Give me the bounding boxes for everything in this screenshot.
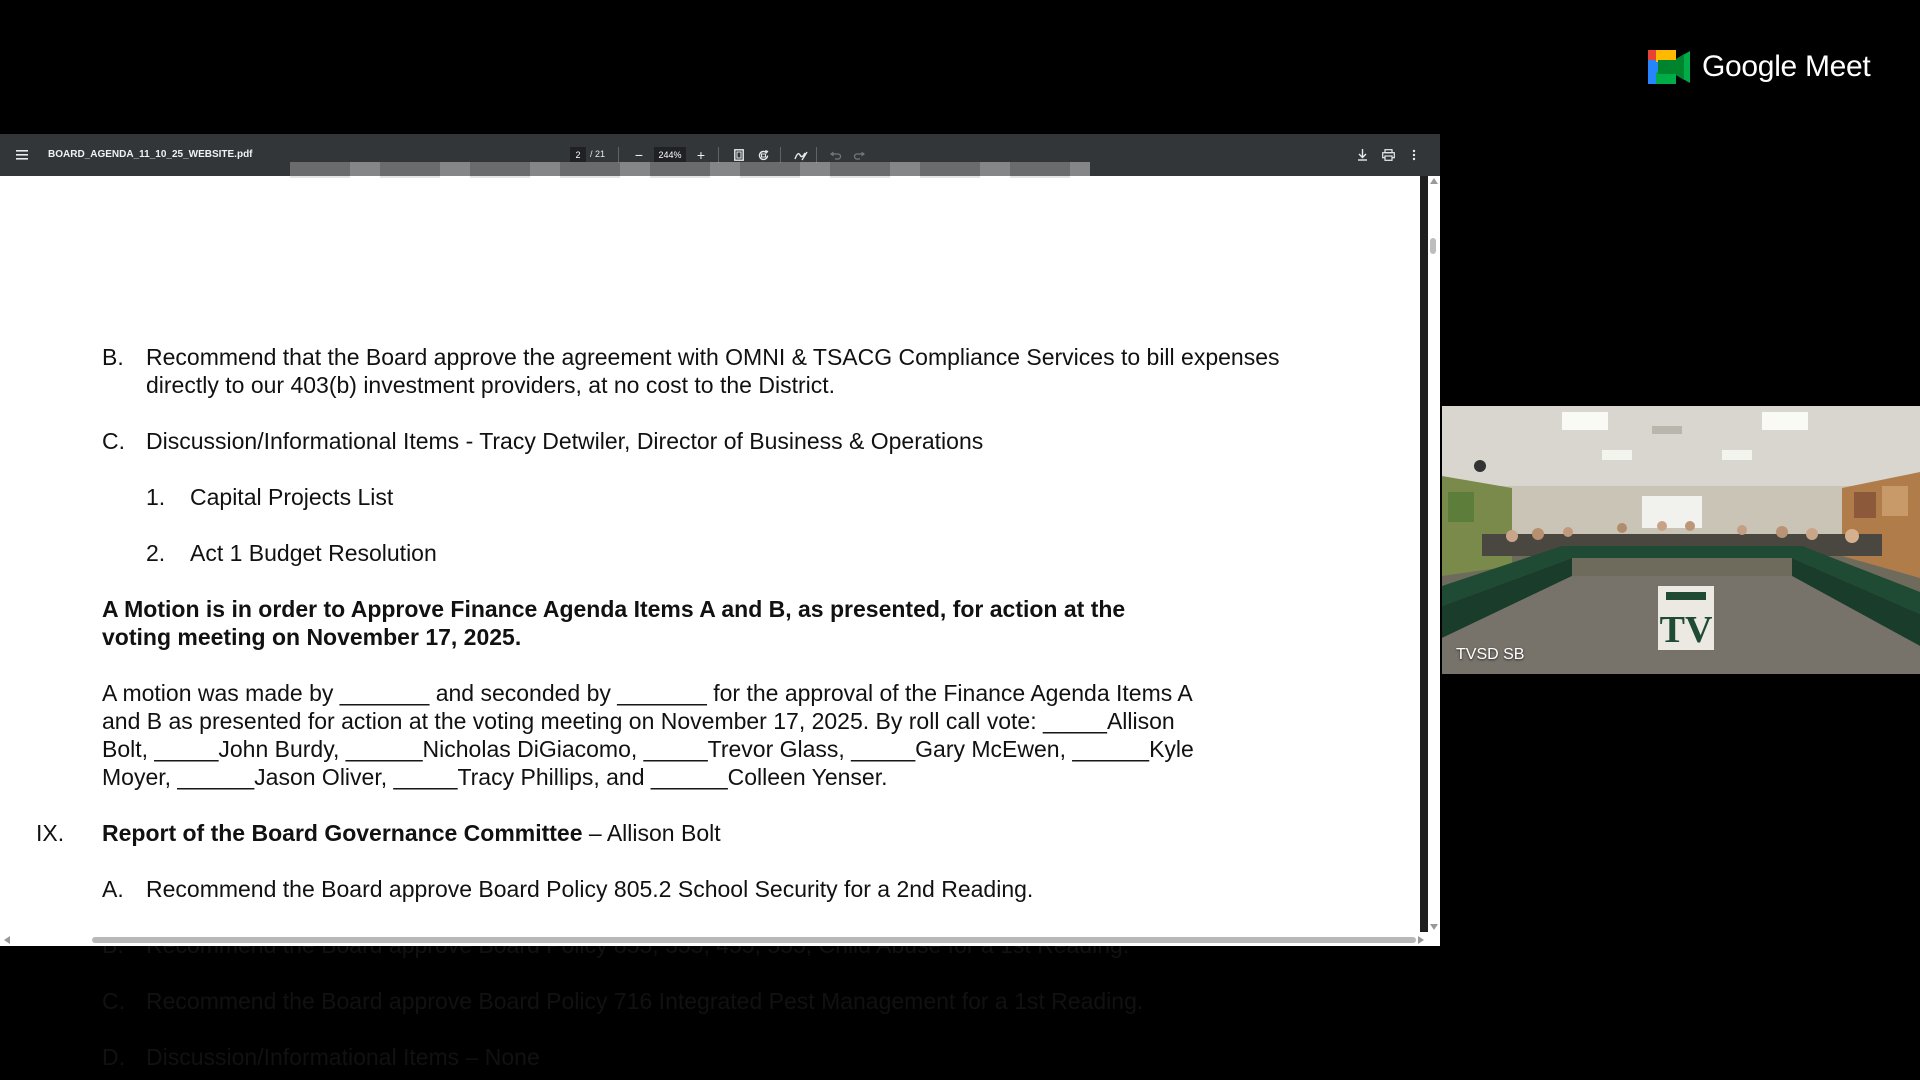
section-ix-heading xyxy=(102,819,721,847)
pdf-filename: BOARD_AGENDA_11_10_25_WEBSITE.pdf xyxy=(48,149,253,160)
sub-item-text: Capital Projects List xyxy=(190,484,394,510)
motion-text-line3: Bolt, _____John Burdy, ______Nicholas DiGiacomo, _____Trevor Glass, _____Gary McEwen, ______Kyle xyxy=(102,736,1194,762)
toolbar-divider xyxy=(618,147,619,163)
ix-item-text: Discussion/Informational Items – None xyxy=(146,1044,540,1070)
zoom-out-button[interactable]: − xyxy=(634,147,644,163)
ix-item-marker: D. xyxy=(102,1044,125,1070)
scroll-right-arrow-icon[interactable] xyxy=(1418,936,1424,944)
horizontal-scrollbar[interactable] xyxy=(0,934,1420,946)
vertical-scrollbar[interactable] xyxy=(1420,176,1440,946)
download-icon[interactable] xyxy=(1354,147,1370,163)
google-meet-logo-icon xyxy=(1648,50,1690,84)
participant-name: TVSD SB xyxy=(1456,646,1525,663)
motion-text-line4: Moyer, ______Jason Oliver, _____Tracy Phillips, and ______Colleen Yenser. xyxy=(102,764,888,790)
motion-text-line1: A motion was made by _______ and seconded by _______ for the approval of the Finance Agenda Items A xyxy=(102,680,1193,706)
more-vert-icon[interactable] xyxy=(1408,147,1420,163)
toolbar-divider xyxy=(816,147,817,163)
page-total: / 21 xyxy=(590,149,606,159)
rotate-icon[interactable] xyxy=(755,147,771,163)
motion-heading-line1: A Motion is in order to Approve Finance Agenda Items A and B, as presented, for action at the xyxy=(102,596,1126,622)
scroll-up-arrow-icon[interactable] xyxy=(1430,178,1438,184)
motion-text-line2: and B as presented for action at the voting meeting on November 17, 2025. By roll call vote: _____Allison xyxy=(102,708,1175,734)
horizontal-scroll-thumb[interactable] xyxy=(92,937,1416,943)
redo-icon[interactable] xyxy=(852,147,866,163)
annotate-icon[interactable] xyxy=(793,147,809,163)
item-c-marker: C. xyxy=(102,428,125,454)
sub-item-text: Act 1 Budget Resolution xyxy=(190,540,437,566)
ix-item-text: Recommend the Board approve Board Policy 716 Integrated Pest Management for a 1st Reading. xyxy=(146,988,1144,1014)
item-b-line1: Recommend that the Board approve the agreement with OMNI & TSACG Compliance Services to bill expenses xyxy=(146,344,1280,370)
vertical-scroll-thumb[interactable] xyxy=(1430,238,1436,254)
item-b-line2: directly to our 403(b) investment providers, at no cost to the District. xyxy=(146,372,836,398)
pdf-page xyxy=(0,176,1420,1070)
sub-item-marker: 1. xyxy=(146,484,166,510)
toolbar-divider xyxy=(718,147,719,163)
google-meet-brand xyxy=(1648,50,1870,84)
scroll-left-arrow-icon[interactable] xyxy=(4,936,10,944)
google-meet-title: Google Meet xyxy=(1702,50,1871,83)
undo-icon[interactable] xyxy=(828,147,842,163)
section-ix-presenter: – Allison Bolt xyxy=(582,820,721,846)
item-c-text: Discussion/Informational Items - Tracy Detwiler, Director of Business & Operations xyxy=(146,428,984,454)
page-number-input[interactable]: 2 xyxy=(570,147,586,162)
scrollbar-track xyxy=(1420,176,1428,932)
ix-item-text: Recommend the Board approve Board Policy 805.2 School Security for a 2nd Reading. xyxy=(146,876,1034,902)
section-ix-marker: IX. xyxy=(36,820,65,846)
zoom-level-input[interactable]: 244% xyxy=(654,147,686,162)
toolbar-divider xyxy=(780,147,781,163)
print-icon[interactable] xyxy=(1380,147,1396,163)
ix-item-marker: A. xyxy=(102,876,124,902)
meeting-room-video xyxy=(1442,406,1920,674)
sub-item-marker: 2. xyxy=(146,540,166,566)
ix-item-marker: C. xyxy=(102,988,125,1014)
scroll-down-arrow-icon[interactable] xyxy=(1430,924,1438,930)
zoom-in-button[interactable]: + xyxy=(696,147,706,163)
item-b-marker: B. xyxy=(102,344,124,370)
cut-off-previous-line xyxy=(290,162,1090,178)
pdf-viewer-window xyxy=(0,134,1440,1070)
fit-page-icon[interactable] xyxy=(732,147,746,163)
tv-logo-text: TV xyxy=(1659,609,1713,651)
hamburger-icon[interactable] xyxy=(14,148,30,162)
motion-heading-line2: voting meeting on November 17, 2025. xyxy=(102,624,522,650)
section-ix-title: Report of the Board Governance Committee xyxy=(102,820,583,846)
participant-video-tile[interactable] xyxy=(1442,406,1920,674)
